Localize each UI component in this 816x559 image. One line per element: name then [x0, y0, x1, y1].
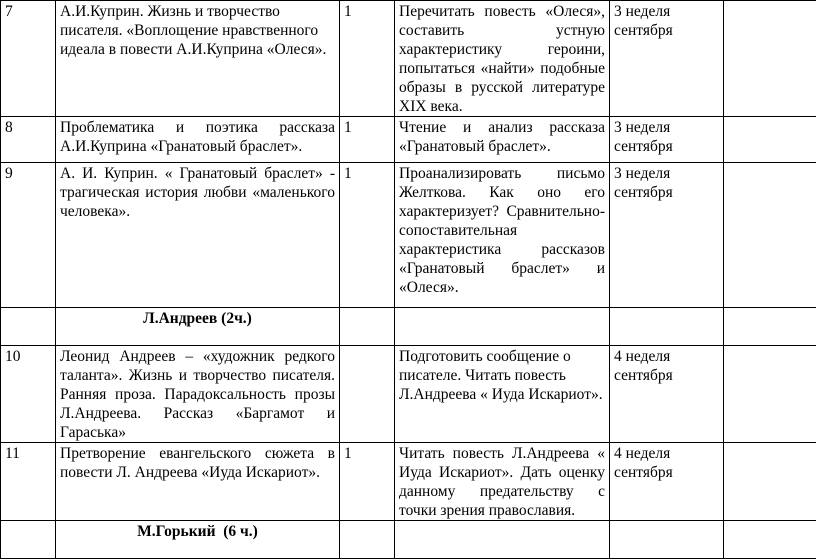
lesson-topic: Претворение евангельского сюжета в повести Л. Андреева «Иуда Искариот».	[56, 443, 340, 521]
lesson-homework: Перечитать повесть «Олеся», составить устную характеристику героини, попытаться «найти» подобные образы в русской литературе XIX века.	[395, 1, 610, 117]
section-title-gorky-text: М.Горький (6 ч.)	[60, 522, 335, 541]
lesson-hours: 1	[340, 163, 395, 308]
section-hours	[340, 521, 395, 559]
section-date	[610, 521, 724, 559]
lesson-topic: А.И.Куприн. Жизнь и творчество писателя. «Воплощение нравственного идеала в повести А.И.Куприна «Олеся».	[56, 1, 340, 117]
lesson-number: 11	[1, 443, 56, 521]
section-date	[610, 308, 724, 346]
lesson-date: 3 неделя сентября	[610, 163, 724, 308]
table-row	[1, 346, 816, 443]
section-number	[1, 308, 56, 346]
lesson-number: 9	[1, 163, 56, 308]
lesson-topic: Проблематика и поэтика рассказа А.И.Куприна «Гранатовый браслет».	[56, 117, 340, 163]
lesson-hours: 1	[340, 443, 395, 521]
lesson-homework: Читать повесть Л.Андреева « Иуда Искариот». Дать оценку данному предательству с точки зрения православия.	[395, 443, 610, 521]
section-homework	[395, 308, 610, 346]
section-row	[1, 521, 816, 559]
section-title-andreev: Л.Андреев (2ч.)	[56, 308, 340, 346]
table-row	[1, 1, 816, 117]
lesson-hours: 1	[340, 1, 395, 117]
lesson-notes	[724, 346, 816, 443]
section-notes	[724, 521, 816, 559]
lesson-notes	[724, 163, 816, 308]
lesson-hours	[340, 346, 395, 443]
lesson-date: 3 неделя сентября	[610, 117, 724, 163]
lesson-number: 10	[1, 346, 56, 443]
lesson-number: 8	[1, 117, 56, 163]
table-row	[1, 117, 816, 163]
lesson-date: 3 неделя сентября	[610, 1, 724, 117]
lesson-date: 4 неделя сентября	[610, 443, 724, 521]
lesson-homework: Чтение и анализ рассказа «Гранатовый браслет».	[395, 117, 610, 163]
lesson-notes	[724, 117, 816, 163]
lesson-hours: 1	[340, 117, 395, 163]
lesson-notes	[724, 443, 816, 521]
table-row	[1, 443, 816, 521]
lesson-number: 7	[1, 1, 56, 117]
lesson-topic: А. И. Куприн. « Гранатовый браслет» - трагическая история любви «маленького человека».	[56, 163, 340, 308]
lesson-homework: Проанализировать письмо Желткова. Как оно его характеризует? Сравнительно-сопоставительная характеристика рассказов «Гранатовый браслет» и «Олеся».	[395, 163, 610, 308]
table-row	[1, 163, 816, 308]
section-homework	[395, 521, 610, 559]
lesson-date: 4 неделя сентября	[610, 346, 724, 443]
lesson-topic: Леонид Андреев – «художник редкого таланта». Жизнь и творчество писателя. Ранняя проза. Парадоксальность прозы Л.Андреева. Рассказ «Баргамот и Гараська»	[56, 346, 340, 443]
section-number	[1, 521, 56, 559]
lesson-notes	[724, 1, 816, 117]
section-title-gorky	[56, 521, 340, 559]
lesson-homework: Подготовить сообщение о писателе. Читать повесть Л.Андреева « Иуда Искариот».	[395, 346, 610, 443]
section-hours	[340, 308, 395, 346]
section-row	[1, 308, 816, 346]
section-notes	[724, 308, 816, 346]
